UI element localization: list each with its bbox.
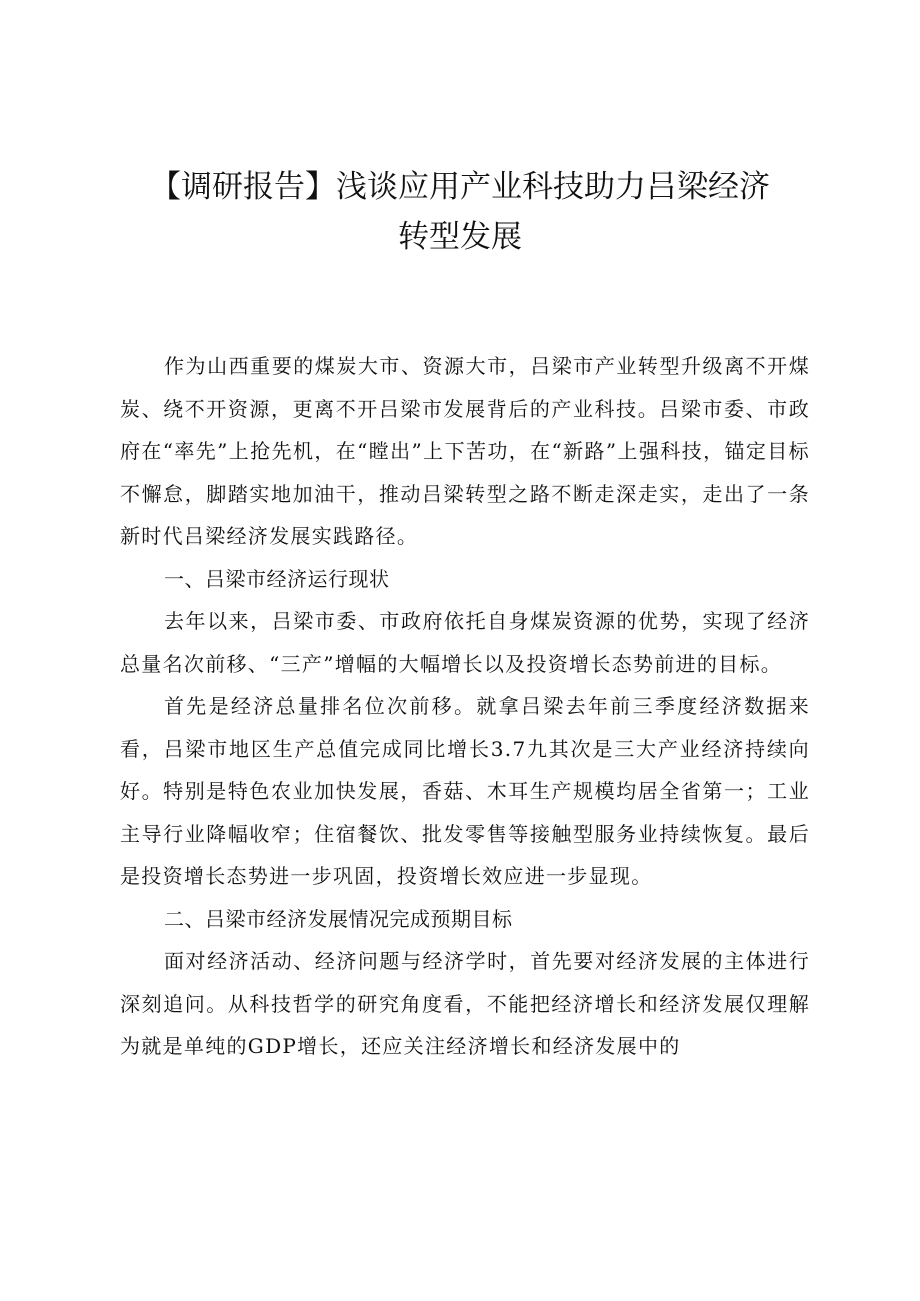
section-heading-2: 二、吕梁市经济发展情况完成预期目标 [164, 906, 513, 931]
section-heading-1: 一、吕梁市经济运行现状 [164, 566, 390, 591]
document-title-line-2: 转型发展 [398, 219, 522, 255]
paragraph-analysis: 面对经济活动、经济问题与经济学时，首先要对经济发展的主体进行深刻追问。从科技哲学的研究角度看，不能把经济增长和经济发展仅理解为就是单纯的GDP增长，还应关注经济增长和经济发展中的 [120, 949, 810, 1058]
paragraph-details: 首先是经济总量排名位次前移。就拿吕梁去年前三季度经济数据来看，吕梁市地区生产总值完成同比增长3.7九其次是三大产业经济持续向好。特别是特色农业加快发展，香菇、木耳生产规模均居全省第一；工业主导行业降幅收窄；住宿餐饮、批发零售等接触型服务业持续恢复。最后是投资增长态势进一步巩固，投资增长效应进一步显现。 [120, 694, 810, 888]
paragraph-status: 去年以来，吕梁市委、市政府依托自身煤炭资源的优势，实现了经济总量名次前移、“三产”增幅的大幅增长以及投资增长态势前进的目标。 [120, 609, 810, 676]
paragraph-intro: 作为山西重要的煤炭大市、资源大市，吕梁市产业转型升级离不开煤炭、绕不开资源，更离不开吕梁市发展背后的产业科技。吕梁市委、市政府在“率先”上抢先机，在“瞠出”上下苦功，在“新路”上强科技，锚定目标不懈怠，脚踏实地加油干，推动吕梁转型之路不断走深走实，走出了一条新时代吕梁经济发展实践路径。 [120, 354, 810, 548]
document-title-line-1: 【调研报告】浅谈应用产业科技助力吕梁经济 [150, 169, 770, 205]
document-body [120, 345, 810, 1068]
